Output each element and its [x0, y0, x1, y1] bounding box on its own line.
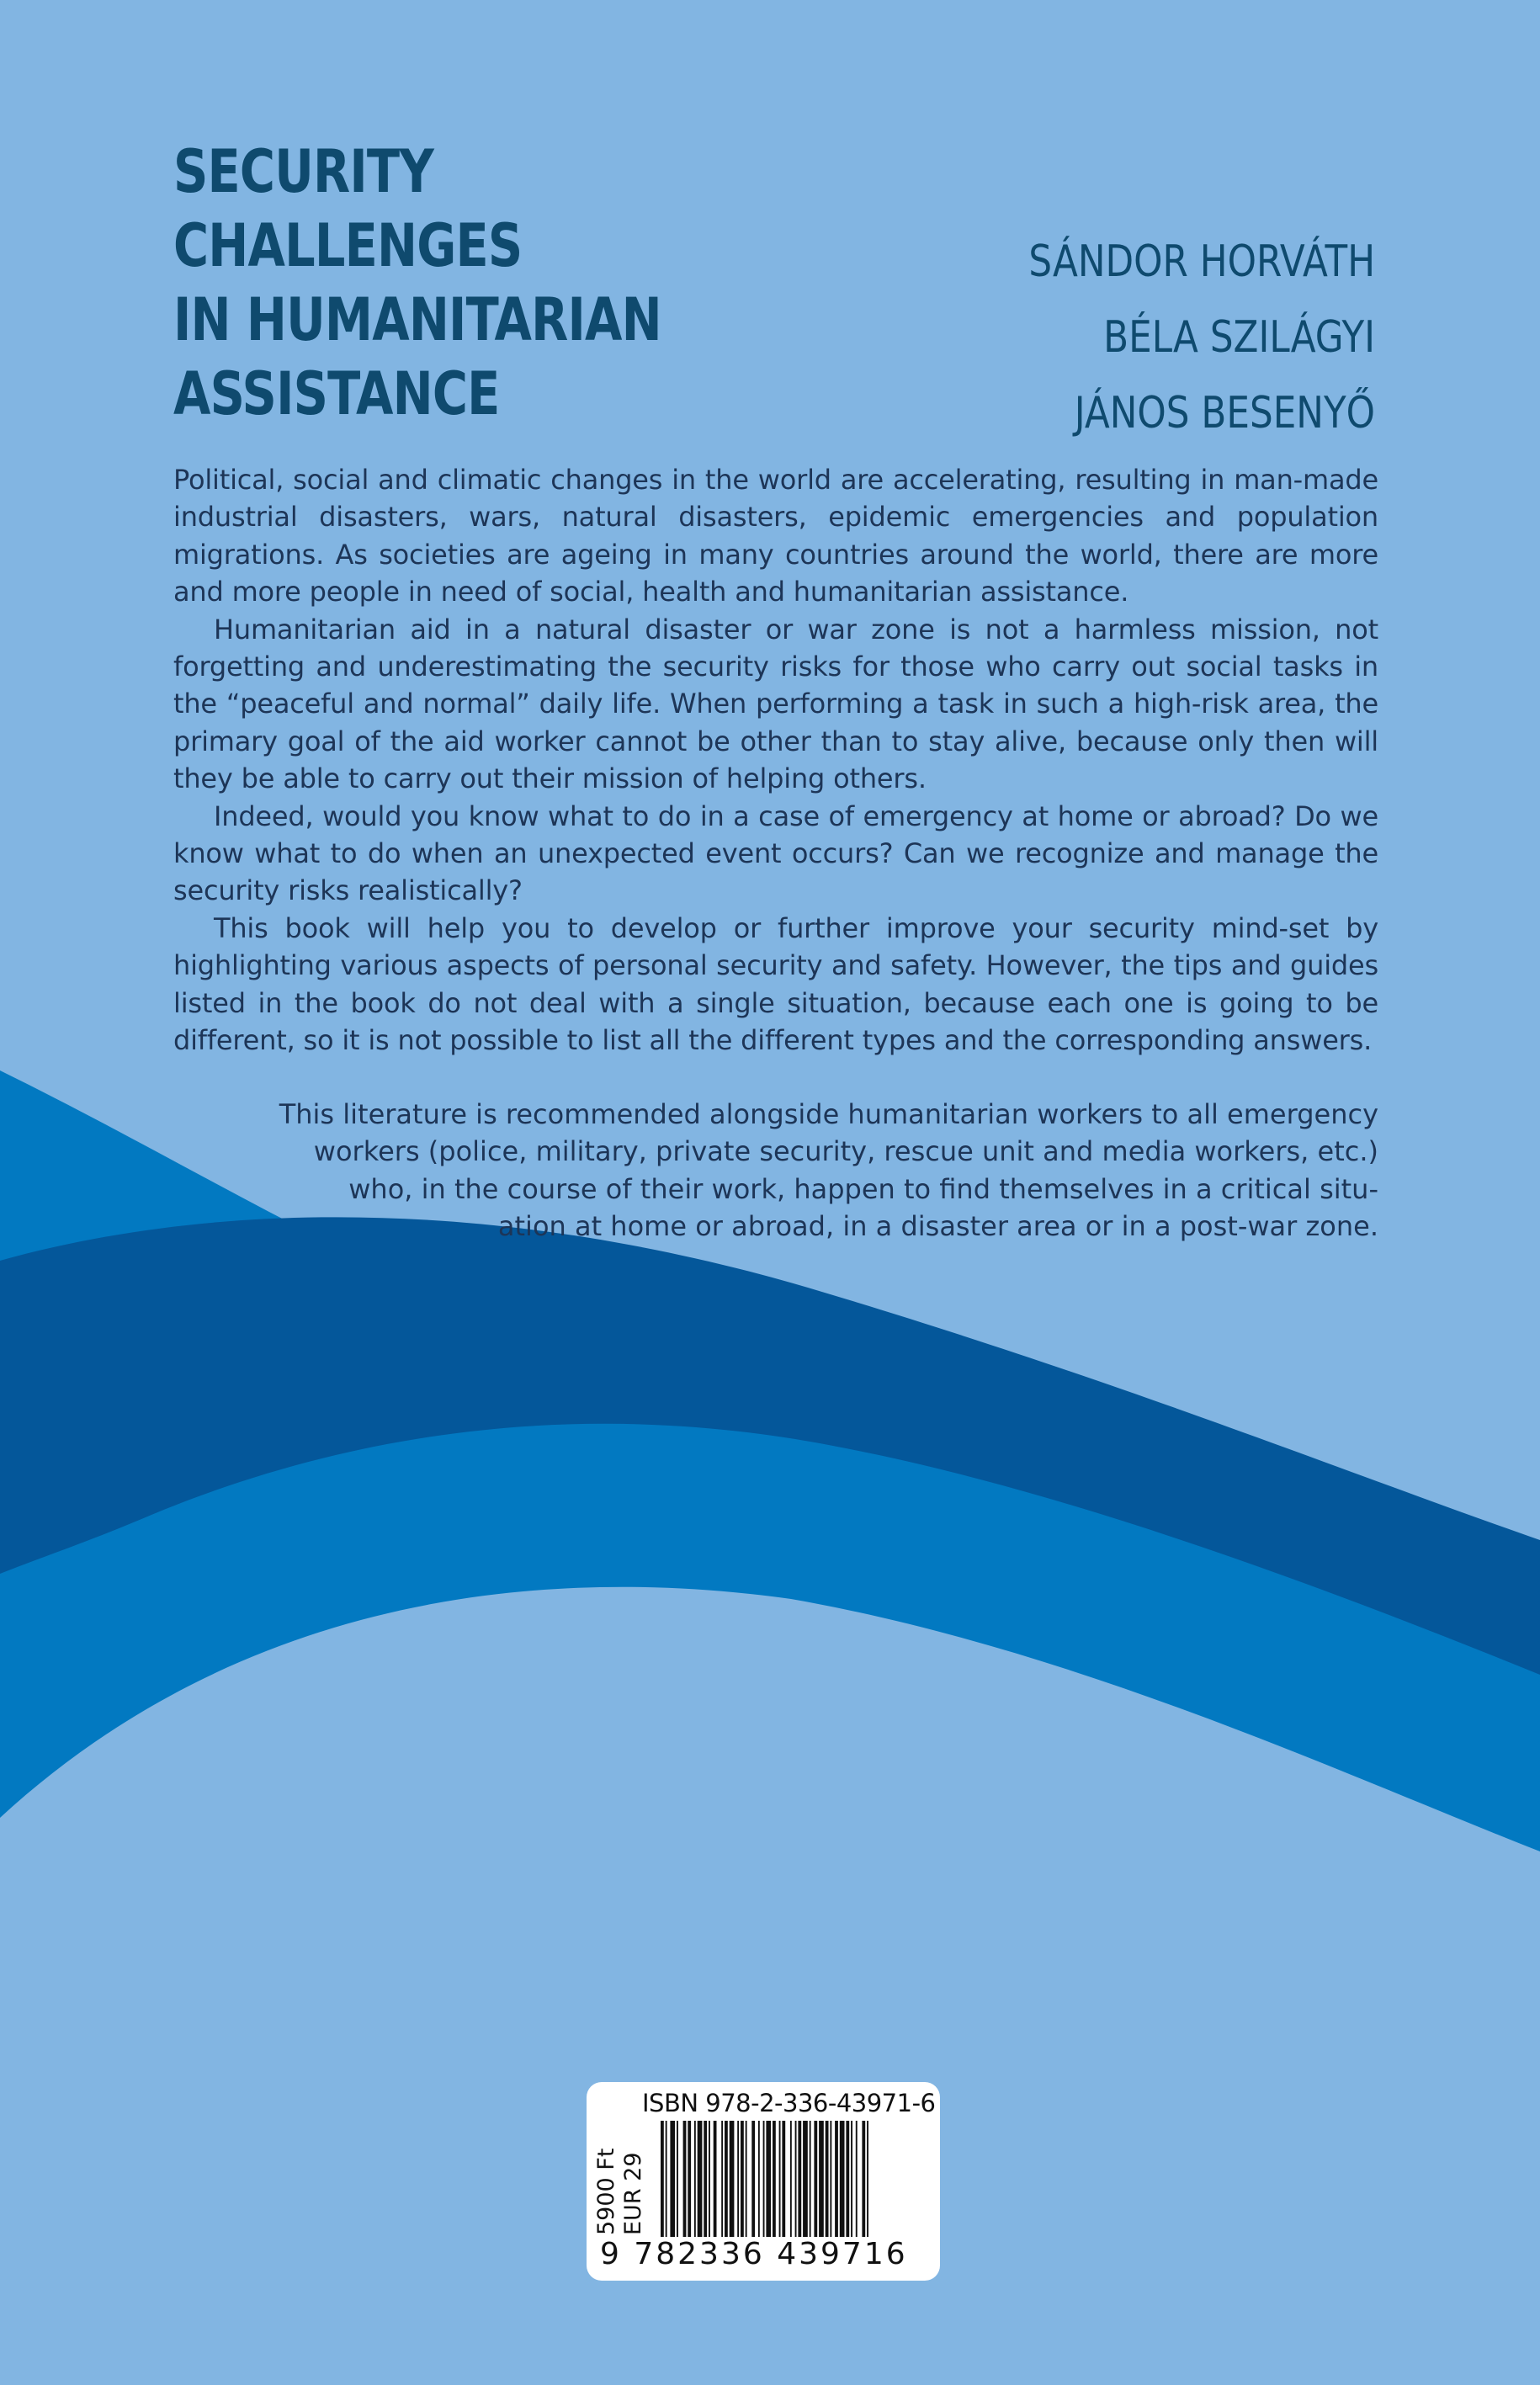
- blurb-paragraph: Political, social and climatic changes in the world are accelerating, resulting in man-made industrial disasters, wars, natural disasters, epidemic emergencies and population migrations. As societies are ageing in many countries around the world, there are more and more people in need of social, health and humanitarian assistance.: [173, 464, 1378, 608]
- price-huf: 5900 Ft: [593, 2148, 619, 2235]
- author-list: [963, 224, 1375, 451]
- author-name: BÉLA SZILÁGYI: [1103, 312, 1375, 363]
- barcode-icon: [659, 2121, 921, 2237]
- blurb-closing-paragraph: [279, 1096, 1378, 1246]
- title-line: ASSISTANCE: [173, 359, 500, 428]
- closing-line: ation at home or abroad, in a disaster area or in a post-war zone.: [497, 1210, 1378, 1243]
- title-line: CHALLENGES: [173, 211, 523, 280]
- closing-line: workers (police, military, private security, rescue unit and media workers, etc.): [313, 1135, 1378, 1168]
- isbn-label: ISBN 978-2-336-43971-6: [642, 2089, 936, 2117]
- barcode-panel: [587, 2082, 940, 2281]
- price-block: [593, 2117, 652, 2235]
- title-line: IN HUMANITARIAN: [173, 285, 661, 354]
- blurb-paragraph: Humanitarian aid in a natural disaster or war zone is not a harmless mission, not forgetting and underestimating the security risks for those who carry out social tasks in the “peaceful and normal” daily life. When performing a task in such a high-risk area, the primary goal of the aid worker cannot be other than to stay alive, because only then will they be able to carry out their mission of helping others.: [173, 613, 1378, 795]
- barcode-digits: 9 782336 439716: [600, 2237, 908, 2271]
- book-title: [173, 135, 661, 431]
- blurb-paragraph: Indeed, would you know what to do in a case of emergency at home or abroad? Do we know what to do when an unexpected event occurs? Can we recognize and manage the security risks realistically?: [173, 799, 1378, 907]
- blurb-text: [173, 461, 1378, 1060]
- author-name: JÁNOS BESENYŐ: [1074, 388, 1375, 438]
- author-name: SÁNDOR HORVÁTH: [1028, 236, 1375, 287]
- price-eur: EUR 29: [620, 2152, 646, 2235]
- title-line: SECURITY: [173, 137, 434, 206]
- closing-line: This literature is recommended alongside humanitarian workers to all emergency: [279, 1098, 1378, 1130]
- blurb-paragraph: This book will help you to develop or further improve your security mind-set by highlighting various aspects of personal security and safety. However, the tips and guides listed in the book do not deal with a single situation, because each one is going to be different, so it is not possible to list all the different types and the corresponding answers.: [173, 911, 1378, 1057]
- closing-line: who, in the course of their work, happen to find themselves in a critical situ-: [348, 1172, 1378, 1205]
